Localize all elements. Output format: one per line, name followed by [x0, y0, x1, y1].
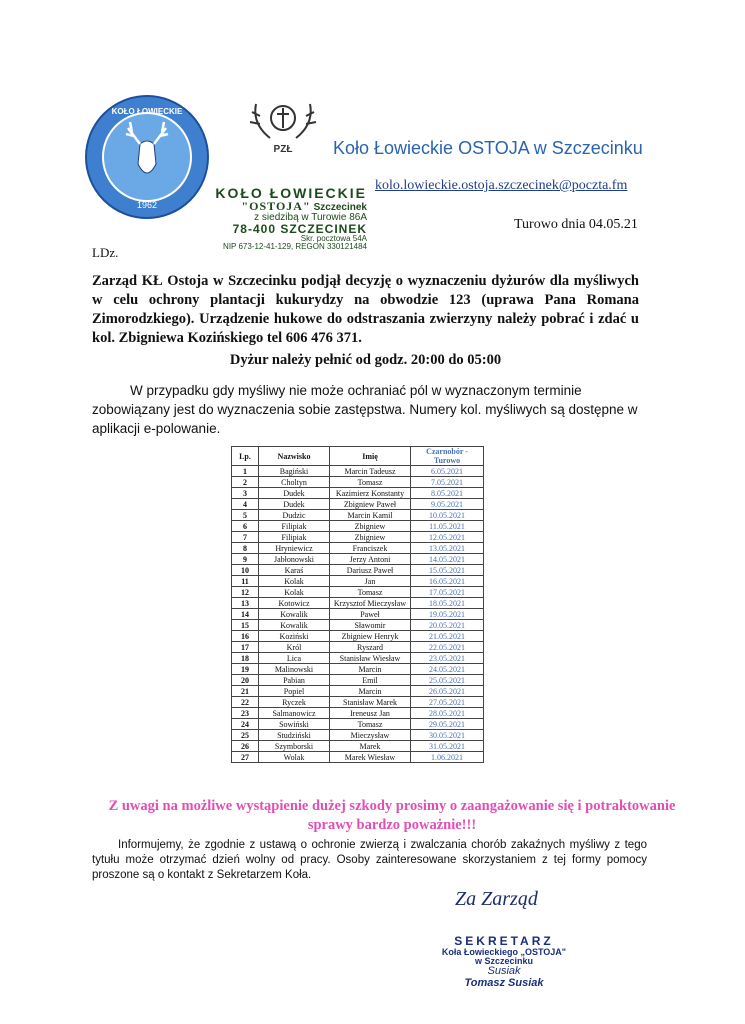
- table-row: [232, 653, 484, 664]
- stamp-line6: NIP 673-12-41-129, REGON 330121484: [223, 242, 367, 251]
- cell-name: Marcin: [330, 686, 411, 697]
- warning-message: Z uwagi na możliwe wystąpienie dużej szkody prosimy o zaangażowanie się i potraktowanie sprawy bardzo poważnie!!!: [108, 798, 676, 833]
- cell-lp: 19: [232, 664, 259, 675]
- club-stamp: [199, 186, 367, 251]
- cell-name: Stanisław Wiesław: [330, 653, 411, 664]
- table-row: [232, 609, 484, 620]
- cell-name: Ryszard: [330, 642, 411, 653]
- table-row: [232, 554, 484, 565]
- cell-surname: Dudek: [259, 499, 330, 510]
- table-row: [232, 466, 484, 477]
- cell-lp: 8: [232, 543, 259, 554]
- email-link[interactable]: kolo.lowieckie.ostoja.szczecinek@poczta.fm: [375, 178, 628, 193]
- cell-lp: 4: [232, 499, 259, 510]
- cell-date: 24.05.2021: [411, 664, 484, 675]
- cell-surname: Kolak: [259, 576, 330, 587]
- cell-date: 20.05.2021: [411, 620, 484, 631]
- date-line: Turowo dnia 04.05.21: [514, 217, 638, 232]
- cell-surname: Kowalik: [259, 609, 330, 620]
- cell-surname: Salmanowicz: [259, 708, 330, 719]
- cell-name: Marcin Tadeusz: [330, 466, 411, 477]
- cell-date: 7.05.2021: [411, 477, 484, 488]
- handwritten-signature: Za Zarząd: [455, 888, 538, 910]
- table-row: [232, 620, 484, 631]
- cell-surname: Kotowicz: [259, 598, 330, 609]
- stamp-line5: Skr. pocztowa 54A: [300, 234, 367, 243]
- cell-name: Sławomir: [330, 620, 411, 631]
- table-row: [232, 675, 484, 686]
- cell-lp: 14: [232, 609, 259, 620]
- table-row: [232, 499, 484, 510]
- table-row: [232, 631, 484, 642]
- cell-date: 27.05.2021: [411, 697, 484, 708]
- cell-name: Krzysztof Mieczysław: [330, 598, 411, 609]
- cell-name: Dariusz Paweł: [330, 565, 411, 576]
- cell-date: 31.05.2021: [411, 741, 484, 752]
- cell-lp: 27: [232, 752, 259, 763]
- cell-date: 17.05.2021: [411, 587, 484, 598]
- cell-date: 22.05.2021: [411, 642, 484, 653]
- cell-lp: 16: [232, 631, 259, 642]
- table-row: [232, 587, 484, 598]
- table-row: [232, 565, 484, 576]
- cell-surname: Choltyn: [259, 477, 330, 488]
- cell-date: 11.05.2021: [411, 521, 484, 532]
- table-row: [232, 664, 484, 675]
- cell-surname: Kowalik: [259, 620, 330, 631]
- cell-lp: 17: [232, 642, 259, 653]
- cell-name: Zbigniew: [330, 521, 411, 532]
- cell-name: Marek: [330, 741, 411, 752]
- ldz-label: LDz.: [92, 245, 119, 260]
- cell-lp: 1: [232, 466, 259, 477]
- cell-lp: 24: [232, 719, 259, 730]
- cell-lp: 20: [232, 675, 259, 686]
- cell-lp: 6: [232, 521, 259, 532]
- cell-name: Franciszek: [330, 543, 411, 554]
- cell-date: 10.05.2021: [411, 510, 484, 521]
- cell-lp: 26: [232, 741, 259, 752]
- cell-date: 13.05.2021: [411, 543, 484, 554]
- stamp-line3: z siedzibą w Turowie 86A: [254, 212, 367, 223]
- cell-name: Jerzy Antoni: [330, 554, 411, 565]
- logo-ring-text: KOŁO ŁOWIECKIE: [111, 107, 183, 116]
- table-row: [232, 741, 484, 752]
- cell-surname: Kolak: [259, 587, 330, 598]
- cell-name: Tomasz: [330, 719, 411, 730]
- club-logo-seal: [84, 94, 210, 220]
- cell-date: 8.05.2021: [411, 488, 484, 499]
- cell-lp: 9: [232, 554, 259, 565]
- cell-surname: Karaś: [259, 565, 330, 576]
- cell-date: 26.05.2021: [411, 686, 484, 697]
- cell-lp: 7: [232, 532, 259, 543]
- duty-hours: Dyżur należy pełnić od godz. 20:00 do 05:00: [229, 352, 502, 368]
- col-header-lp: Lp.: [232, 447, 259, 466]
- cell-date: 21.05.2021: [411, 631, 484, 642]
- table-row: [232, 598, 484, 609]
- table-header-row: [232, 447, 484, 466]
- cell-surname: Szymborski: [259, 741, 330, 752]
- cell-surname: Popiel: [259, 686, 330, 697]
- col-header-surname: Nazwisko: [259, 447, 330, 466]
- logo-year-text: 1962: [136, 200, 158, 210]
- col-header-name: Imię: [330, 447, 411, 466]
- cell-lp: 15: [232, 620, 259, 631]
- cell-surname: Malinowski: [259, 664, 330, 675]
- secretary-stamp: [418, 935, 590, 990]
- cell-lp: 21: [232, 686, 259, 697]
- cell-date: 14.05.2021: [411, 554, 484, 565]
- secretary-org: Koła Łowieckiego „OSTOJA": [441, 946, 567, 957]
- cell-lp: 25: [232, 730, 259, 741]
- cell-name: Zbigniew Henryk: [330, 631, 411, 642]
- table-row: [232, 642, 484, 653]
- cell-surname: Lica: [259, 653, 330, 664]
- table-row: [232, 730, 484, 741]
- club-name: Koło Łowieckie OSTOJA w Szczecinku: [333, 138, 643, 158]
- stamp-line4: 78-400 SZCZECINEK: [232, 222, 367, 236]
- stamp-line1: KOŁO ŁOWIECKIE: [215, 185, 367, 201]
- table-row: [232, 488, 484, 499]
- table-row: [232, 697, 484, 708]
- cell-name: Kazimierz Konstanty: [330, 488, 411, 499]
- table-row: [232, 752, 484, 763]
- table-row: [232, 576, 484, 587]
- cell-name: Mieczysław: [330, 730, 411, 741]
- cell-date: 15.05.2021: [411, 565, 484, 576]
- cell-lp: 12: [232, 587, 259, 598]
- cell-surname: Wolak: [259, 752, 330, 763]
- cell-surname: Sowiński: [259, 719, 330, 730]
- cell-name: Zbigniew Paweł: [330, 499, 411, 510]
- cell-surname: Dudek: [259, 488, 330, 499]
- decision-paragraph: Zarząd KŁ Ostoja w Szczecinku podjął decyzję o wyznaczeniu dyżurów dla myśliwych w celu ochrony plantacji kukurydzy na obwodzie 123 (uprawa Pana Romana Zimorodzkiego). Urządzenie hukowe do odstraszania zwierzyny należy pobrać i zdać u kol. Zbigniewa Kozińskiego tel 606 476 371.: [92, 273, 639, 346]
- cell-surname: Król: [259, 642, 330, 653]
- table-row: [232, 510, 484, 521]
- cell-date: 12.05.2021: [411, 532, 484, 543]
- cell-name: Zbigniew: [330, 532, 411, 543]
- cell-surname: Dudzic: [259, 510, 330, 521]
- cell-date: 19.05.2021: [411, 609, 484, 620]
- cell-surname: Bagiński: [259, 466, 330, 477]
- cell-surname: Koziński: [259, 631, 330, 642]
- cell-date: 18.05.2021: [411, 598, 484, 609]
- cell-date: 6.05.2021: [411, 466, 484, 477]
- secretary-title: SEKRETARZ: [454, 934, 554, 948]
- col-header-date: Czarnobór -Turowo: [411, 447, 484, 466]
- table-row: [232, 719, 484, 730]
- pzl-text: PZŁ: [273, 144, 293, 155]
- cell-date: 1.06.2021: [411, 752, 484, 763]
- table-row: [232, 532, 484, 543]
- cell-surname: Filipiak: [259, 532, 330, 543]
- table-row: [232, 477, 484, 488]
- cell-date: 28.05.2021: [411, 708, 484, 719]
- cell-lp: 5: [232, 510, 259, 521]
- table-row: [232, 708, 484, 719]
- cell-date: 30.05.2021: [411, 730, 484, 741]
- table-row: [232, 686, 484, 697]
- cell-lp: 18: [232, 653, 259, 664]
- cell-name: Ireneusz Jan: [330, 708, 411, 719]
- cell-lp: 23: [232, 708, 259, 719]
- cell-lp: 10: [232, 565, 259, 576]
- cell-date: 16.05.2021: [411, 576, 484, 587]
- secretary-name: Tomasz Susiak: [464, 977, 544, 990]
- cell-lp: 22: [232, 697, 259, 708]
- cell-surname: Ryczek: [259, 697, 330, 708]
- cell-lp: 11: [232, 576, 259, 587]
- table-row: [232, 543, 484, 554]
- cell-name: Marcin: [330, 664, 411, 675]
- cell-lp: 13: [232, 598, 259, 609]
- cell-name: Stanisław Marek: [330, 697, 411, 708]
- cell-surname: Hryniewicz: [259, 543, 330, 554]
- cell-name: Marek Wiesław: [330, 752, 411, 763]
- cell-date: 25.05.2021: [411, 675, 484, 686]
- cell-name: Tomasz: [330, 477, 411, 488]
- cell-name: Marcin Kamil: [330, 510, 411, 521]
- cell-surname: Filipiak: [259, 521, 330, 532]
- cell-date: 29.05.2021: [411, 719, 484, 730]
- cell-surname: Jabłonowski: [259, 554, 330, 565]
- cell-name: Emil: [330, 675, 411, 686]
- substitution-info: W przypadku gdy myśliwy nie może ochraniać pól w wyznaczonym terminie zobowiązany jest do wyznaczenia sobie zastępstwa. Numery kol. myśliwych są dostępne w aplikacji e-polowanie.: [92, 383, 638, 436]
- cell-lp: 2: [232, 477, 259, 488]
- table-row: [232, 521, 484, 532]
- duty-schedule-table: [231, 446, 484, 763]
- pzl-emblem: [246, 94, 320, 160]
- cell-lp: 3: [232, 488, 259, 499]
- day-off-info: Informujemy, że zgodnie z ustawą o ochronie zwierzą i zwalczania chorób zakaźnych myśliwy z tego tytułu może otrzymać dzień wolny od pracy. Osoby zainteresowane skorzystaniem z tej formy pomocy proszone są o kontakt z Sekretarzem Koła.: [92, 839, 647, 881]
- cell-surname: Studziński: [259, 730, 330, 741]
- cell-date: 23.05.2021: [411, 653, 484, 664]
- stamp-line2: "OSTOJA" Szczecinek: [241, 199, 367, 213]
- cell-name: Paweł: [330, 609, 411, 620]
- secretary-initials: Susiak: [487, 965, 521, 978]
- cell-name: Tomasz: [330, 587, 411, 598]
- secretary-city: w Szczecinku: [474, 956, 534, 967]
- cell-name: Jan: [330, 576, 411, 587]
- cell-surname: Pabian: [259, 675, 330, 686]
- cell-date: 9.05.2021: [411, 499, 484, 510]
